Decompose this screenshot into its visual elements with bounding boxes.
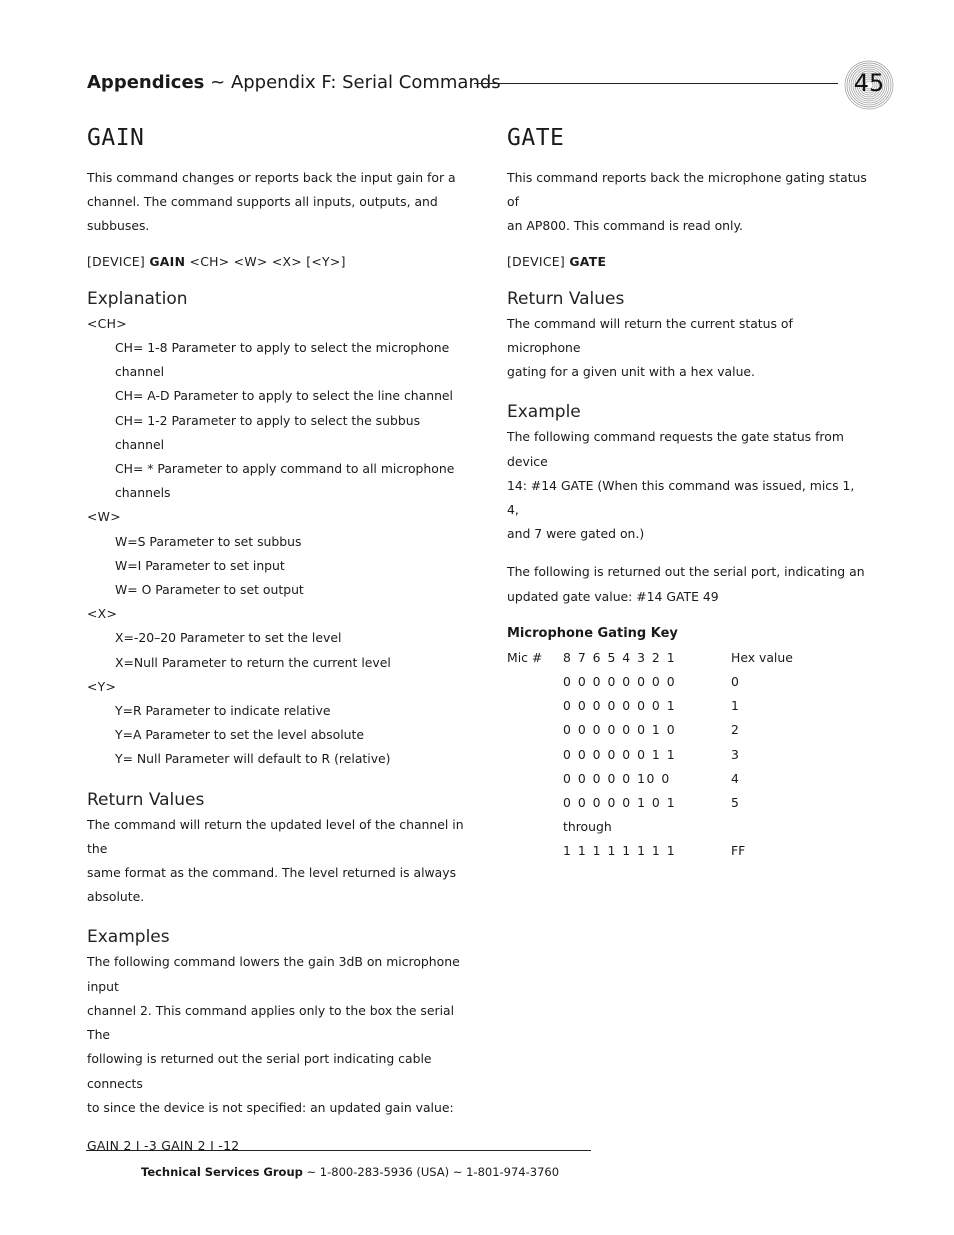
table-header-cell: Hex value xyxy=(731,649,793,665)
gate-return-line: gating for a given unit with a hex value. xyxy=(507,364,755,380)
table-cell: 0 xyxy=(731,674,739,690)
table-cell: 1 1 1 1 1 1 1 1 xyxy=(563,843,677,859)
gate-example-line: The following is returned out the serial port, indicating an xyxy=(507,564,865,580)
gain-example-line: following is returned out the serial port indicating cable connects xyxy=(87,1051,432,1091)
table-cell xyxy=(507,767,563,791)
gain-example-line: channel 2. This command applies only to the box the serial The xyxy=(87,1002,455,1043)
table-cell: through xyxy=(563,819,612,835)
table-cell: 0 0 0 0 0 10 0 xyxy=(563,770,671,786)
table-cell xyxy=(507,743,563,767)
table-cell xyxy=(507,694,563,718)
param-name: <Y> xyxy=(87,678,117,694)
table-row xyxy=(507,718,851,742)
table-cell xyxy=(507,839,563,863)
gain-return-line: same format as the command. The level returned is always xyxy=(87,865,457,881)
table-row xyxy=(507,839,851,863)
gate-intro-line: This command reports back the microphone gating status of xyxy=(507,170,867,210)
param-line: Y=A Parameter to set the level absolute xyxy=(115,727,364,743)
param-line: Y=R Parameter to indicate relative xyxy=(115,703,331,719)
table-cell xyxy=(507,670,563,694)
page-footer xyxy=(141,1163,559,1181)
param-line: W=I Parameter to set input xyxy=(115,557,285,573)
table-row xyxy=(507,815,851,839)
table-cell: 0 0 0 0 0 1 0 1 xyxy=(563,795,677,811)
header-subtitle: Appendix F: Serial Commands xyxy=(230,72,501,93)
footer-contact: ~ 1-800-283-5936 (USA) ~ 1-801-974-3760 xyxy=(306,1165,560,1179)
param-line: CH= * Parameter to apply command to all microphone xyxy=(115,461,455,477)
table-cell: 2 xyxy=(731,722,739,738)
table-cell xyxy=(507,718,563,742)
header-section: Appendices xyxy=(87,72,205,93)
header-separator: ~ xyxy=(210,72,226,93)
gate-syntax: [DEVICE] GATE xyxy=(507,253,607,269)
table-row xyxy=(507,791,851,815)
param-name: <W> xyxy=(87,509,121,525)
gain-title: GAIN xyxy=(87,125,145,151)
param-line: channel xyxy=(115,364,165,380)
table-header-row xyxy=(507,646,851,670)
gate-return-line: The command will return the current status of microphone xyxy=(507,315,793,356)
gain-intro-line: This command changes or reports back the input gain for a xyxy=(87,170,456,185)
table-row xyxy=(507,694,851,718)
table-cell: 0 0 0 0 0 0 1 1 xyxy=(563,746,677,762)
table-cell: 0 0 0 0 0 0 0 1 xyxy=(563,698,677,714)
table-row xyxy=(507,743,851,767)
gate-example-line: and 7 were gated on.) xyxy=(507,526,645,542)
table-cell: 5 xyxy=(731,795,739,811)
gate-title: GATE xyxy=(507,125,565,151)
gain-example-line: The following command lowers the gain 3dB on microphone input xyxy=(87,954,460,994)
table-cell xyxy=(507,791,563,815)
param-line: channels xyxy=(115,485,171,501)
gate-example-line: The following command requests the gate status from device xyxy=(507,429,844,469)
footer-rule xyxy=(86,1150,591,1151)
gain-return-line: absolute. xyxy=(87,889,145,905)
gain-section xyxy=(87,120,479,1158)
table-row xyxy=(507,670,851,694)
gain-explanation-heading: Explanation xyxy=(87,288,188,309)
param-line: CH= 1-2 Parameter to apply to select the subbus xyxy=(115,412,421,428)
header-rule xyxy=(474,83,838,84)
param-line: X=-20–20 Parameter to set the level xyxy=(115,630,342,646)
table-cell: 3 xyxy=(731,746,739,762)
table-cell: 4 xyxy=(731,770,739,786)
table-cell xyxy=(731,815,851,839)
footer-org: Technical Services Group xyxy=(141,1165,303,1179)
page-number-badge xyxy=(844,60,894,110)
page-number: 45 xyxy=(853,69,885,97)
table-cell: 0 0 0 0 0 0 1 0 xyxy=(563,722,677,738)
gate-return-heading: Return Values xyxy=(507,288,625,309)
gain-examples-heading: Examples xyxy=(87,927,170,948)
param-line: CH= 1-8 Parameter to apply to select the microphone xyxy=(115,340,450,356)
gate-intro-line: an AP800. This command is read only. xyxy=(507,218,743,234)
table-header-cell: 8 7 6 5 4 3 2 1 xyxy=(563,649,677,665)
param-line: Y= Null Parameter will default to R (relative) xyxy=(115,751,391,767)
gate-example-line: updated gate value: #14 GATE 49 xyxy=(507,588,719,604)
gain-example-code: GAIN 2 I -3 GAIN 2 I -12 xyxy=(87,1137,240,1153)
table-cell: 1 xyxy=(731,698,739,714)
param-name: <X> xyxy=(87,606,118,622)
param-line: W=S Parameter to set subbus xyxy=(115,533,302,549)
gate-example-line: 14: #14 GATE (When this command was issued, mics 1, 4, xyxy=(507,477,855,518)
param-name: <CH> xyxy=(87,315,127,331)
table-header-cell: Mic # xyxy=(507,649,543,665)
gate-example-heading: Example xyxy=(507,402,581,423)
param-line: channel xyxy=(115,436,165,452)
running-header xyxy=(87,70,501,96)
gating-key-title: Microphone Gating Key xyxy=(507,625,678,641)
table-row xyxy=(507,767,851,791)
param-line: W= O Parameter to set output xyxy=(115,582,304,598)
gain-return-line: The command will return the updated level of the channel in the xyxy=(87,816,464,856)
gain-intro-line: channel. The command supports all inputs, outputs, and subbuses. xyxy=(87,194,438,234)
gain-return-heading: Return Values xyxy=(87,789,205,810)
gating-key-table xyxy=(507,646,851,864)
table-cell xyxy=(507,815,563,839)
table-cell: 0 0 0 0 0 0 0 0 xyxy=(563,674,677,690)
param-line: X=Null Parameter to return the current level xyxy=(115,654,391,670)
gate-section xyxy=(507,120,867,864)
param-line: CH= A-D Parameter to apply to select the line channel xyxy=(115,388,453,404)
gain-syntax: [DEVICE] GAIN <CH> <W> <X> [<Y>] xyxy=(87,253,346,269)
gain-example-line: to since the device is not specified: an updated gain value: xyxy=(87,1099,454,1115)
table-cell: FF xyxy=(731,843,746,859)
